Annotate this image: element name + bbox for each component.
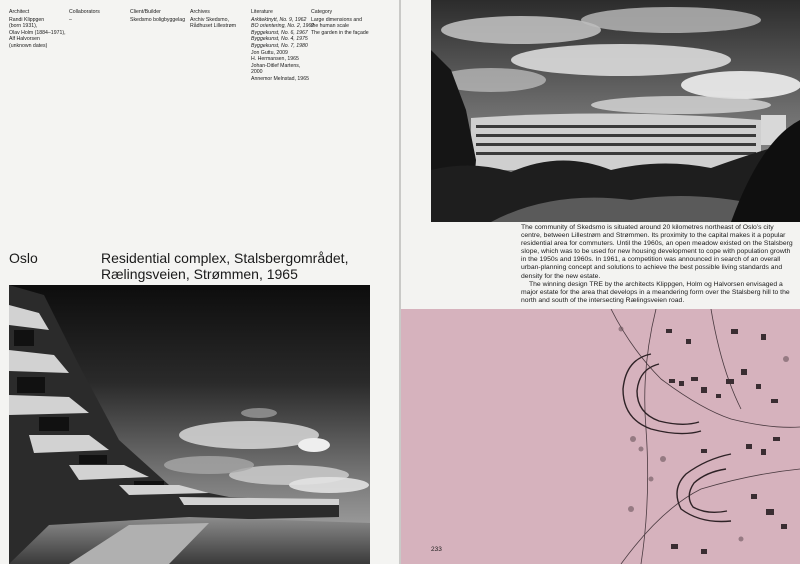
architect-line: (born 1931), bbox=[9, 23, 38, 30]
body-text bbox=[521, 224, 793, 305]
client-column bbox=[130, 9, 185, 23]
collaborators-column bbox=[69, 9, 100, 23]
literature-item: Byggekunst, No. 7, 1980 bbox=[251, 42, 308, 49]
left-page bbox=[0, 0, 399, 564]
project-title: Residential complex, Stalsbergområdet, Rælingsveien, Strømmen, 1965 bbox=[101, 250, 349, 282]
archives-line: Rådhuset Lillestrøm bbox=[190, 23, 237, 30]
literature-item: 2000 bbox=[251, 69, 263, 76]
literature-item: Byggekunst, No. 6, 1967 bbox=[251, 29, 308, 36]
literature-heading: Literature bbox=[251, 9, 273, 15]
architect-line: Randi Klippgen bbox=[9, 16, 45, 23]
category-heading: Category bbox=[311, 9, 333, 15]
literature-item: Arkitektnytt, No. 9, 1962 bbox=[251, 16, 307, 23]
client-line: Skedsmo boligbyggelag bbox=[130, 16, 186, 23]
client-heading: Client/Builder bbox=[130, 9, 161, 15]
page-number: 233 bbox=[431, 546, 442, 553]
site-plan-map bbox=[401, 309, 800, 564]
archives-line: Archiv Skedsmo, bbox=[190, 16, 229, 23]
category-line: The garden in the façade bbox=[311, 29, 369, 36]
architect-line: Olav Holm (1884–1971), bbox=[9, 29, 66, 36]
architect-heading: Architect bbox=[9, 9, 30, 15]
body-paragraph: The community of Skedsmo is situated around 20 kilometres northeast of Oslo’s city centre, between Lillestrøm and Strømmen. Its proximity to the capital makes it a popular residential area for commuters. Until the 1960s, an open meadow existed on the Stalsberg slope, which was to be used for new housing development to cope with population growth in the 1950s and 1960s. In 1961, a competition was announced in search of an overall urban-planning concept and solutions to achieve the best possible living standards and density for the new estate. bbox=[521, 224, 793, 280]
architect-line: Alf Halvorsen bbox=[9, 36, 40, 43]
archives-heading: Archives bbox=[190, 9, 210, 15]
collaborators-heading: Collaborators bbox=[69, 9, 100, 15]
literature-column bbox=[251, 9, 314, 83]
architect-line: (unknown dates) bbox=[9, 42, 48, 49]
literature-item: Jon Guttu, 2009 bbox=[251, 49, 288, 56]
literature-item: BO orientering, No. 2, 1962 bbox=[251, 23, 315, 30]
archives-column bbox=[190, 9, 236, 30]
terraced-housing-photo bbox=[9, 285, 370, 564]
literature-item: H. Hermansen, 1965 bbox=[251, 56, 299, 63]
body-paragraph: The winning design TRE by the architects Klippgen, Holm og Halvorsen envisaged a major estate for the area that develops in a meandering form over the Stalsberg hill to the north and south of the intersecting Rælingsveien road. bbox=[521, 280, 790, 304]
literature-item: Byggekunst, No. 4, 1975 bbox=[251, 36, 308, 43]
literature-item: Annemor Melnstad, 1965 bbox=[251, 75, 309, 82]
architect-column bbox=[9, 9, 66, 50]
category-column bbox=[311, 9, 369, 36]
housing-on-hill-photo bbox=[431, 0, 800, 222]
category-line: the human scale bbox=[311, 23, 350, 30]
collaborators-line: – bbox=[69, 16, 72, 23]
literature-item: Johan-Ditlef Martens, bbox=[251, 62, 301, 69]
city-heading: Oslo bbox=[9, 250, 38, 266]
category-line: Large dimensions and bbox=[311, 16, 363, 23]
right-page bbox=[401, 0, 800, 564]
